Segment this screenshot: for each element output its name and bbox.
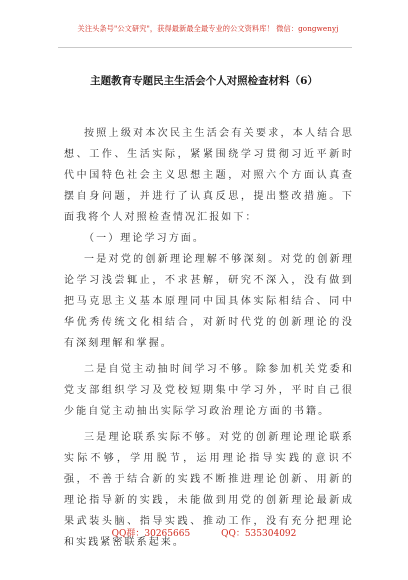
qq-group-text: QQ群：30265665 <box>111 529 191 539</box>
qq-number-text: QQ：535304092 <box>221 529 297 539</box>
paragraph-intro: 按照上级对本次民主生活会有关要求，本人结合思想、工作、生活实际，紧紧围绕学习贯彻习近平新时代中国特色社会主义思想主题，对照六个方面认真查摆自身问题，并进行了认真反思，提出整改措施。下面我将个人对照检查情况汇报如下： <box>64 128 354 223</box>
paragraph-point-1: 一是对党的创新理论理解不够深刻。对党的创新理论学习浅尝辄止，不求甚解，研究不深入，没有做到把马克思主义基本原理同中国具体实际相结合、同中华优秀传统文化相结合，对新时代党的创新理论的没有深刻理解和掌握。 <box>64 254 354 349</box>
section-heading: （一）理论学习方面。 <box>84 233 205 244</box>
header-divider <box>58 47 352 48</box>
contact-footer <box>0 528 408 540</box>
promo-header: 关注头条号"公文研究"，获得最新最全最专业的公文资料库！ 微信：gongwenyj <box>77 24 339 33</box>
document-title: 主题教育专题民主生活会个人对照检查材料（6） <box>90 75 318 87</box>
paragraph-point-2: 二是自觉主动抽时间学习不够。除参加机关党委和党支部组织学习及党校短期集中学习外，平时自己很少能自觉主动抽出实际学习政治理论方面的书籍。 <box>64 364 354 417</box>
document-body <box>64 123 354 553</box>
paragraph-point-3: 三是理论联系实际不够。对党的创新理论理论联系实际不够，学用脱节，运用理论指导实践的意识不强，不善于结合新的实践不断推进理论创新、用新的理论指导新的实践，未能做到用党的创新理论最新成果武装头脑、指导实践、推动工作，没有充分把理论和实践紧密联系起来。 <box>64 432 354 548</box>
